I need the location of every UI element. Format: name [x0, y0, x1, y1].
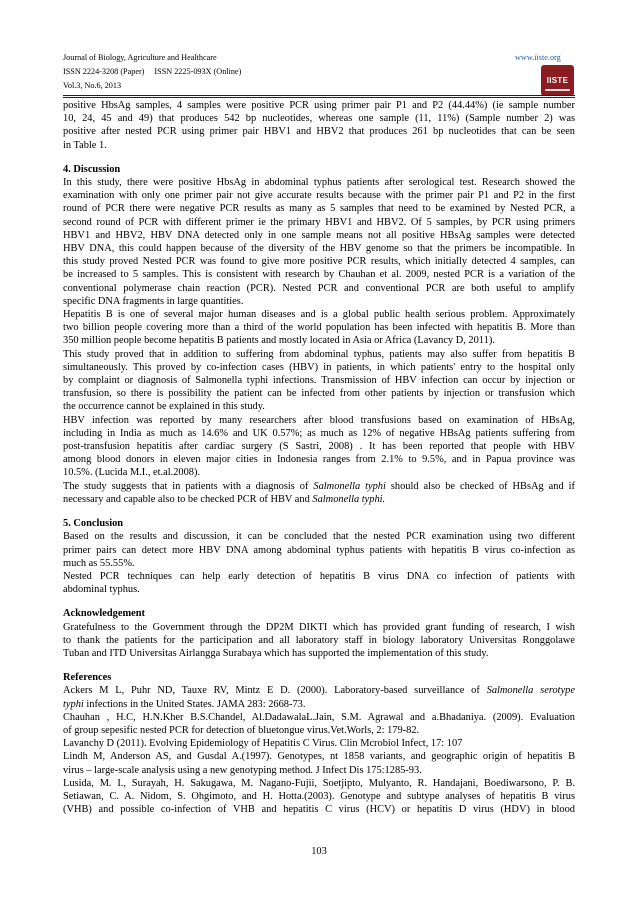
text-line [63, 684, 575, 697]
text-line [63, 427, 575, 440]
text-line [63, 374, 575, 387]
line-text: this study proved Nested PCR was found to give more positive PCR results, which initially detected 4 samples, can [63, 256, 575, 268]
section-heading: References [63, 672, 112, 684]
text-line [63, 112, 575, 125]
line-text: positive after nested PCR using primer pair HBV1 and HBV2 that produces 261 bp nucleotides that can be seen [63, 126, 575, 138]
line-text: (VHB) and possible co-infection of VHB and hepatitis C virus (HCV) or hepatitis D virus (HDV) in blood [63, 804, 575, 816]
section-heading: Acknowledgement [63, 608, 145, 620]
text-line [63, 255, 575, 268]
text-line [63, 99, 575, 112]
line-text: conventional polymerase chain reaction (PCR). Nested PCR and conventional PCR are both useful to amplify [63, 282, 575, 294]
text-line [63, 557, 575, 570]
line-text: Hepatitis B is one of several major human diseases and is a global public health serious problem. Approximately [63, 309, 575, 321]
issn-online: ISSN 2225-093X (Online) [154, 67, 242, 76]
header-divider [63, 95, 575, 98]
text-line [63, 440, 575, 453]
text-line [63, 724, 575, 737]
line-text: HBV1 and HBV2, HBV DNA detected only in one sample means not all positive HBsAg samples were detected [63, 229, 575, 241]
text-segment: The study suggests that in patients with a diagnosis of [63, 480, 314, 492]
page-number: 103 [311, 846, 327, 857]
text-line [63, 711, 575, 724]
text-line [63, 189, 575, 202]
italic-text: Salmonella typhi [313, 480, 386, 492]
text-line [63, 400, 575, 413]
text-line [63, 139, 575, 152]
issn-paper: ISSN 2224-3208 (Paper) [63, 67, 145, 76]
line-text [63, 685, 575, 696]
paragraph [63, 530, 575, 570]
line-text: Nested PCR techniques can help early detection of hepatitis B virus DNA co infection of patients with [63, 570, 575, 582]
section-continued-text [63, 99, 575, 152]
text-line [63, 737, 575, 750]
text-line [63, 698, 575, 711]
section-acknowledgement [63, 607, 575, 660]
paragraph [63, 99, 575, 152]
paragraph [63, 176, 575, 308]
reference-entry [63, 777, 575, 817]
line-text: the occurrence cannot be explained in this study. [63, 401, 265, 413]
text-line [63, 803, 575, 816]
text-segment: should also be checked of HBsAg and if [385, 480, 575, 492]
text-line [63, 777, 575, 790]
text-line [63, 125, 575, 138]
text-line [63, 480, 575, 493]
line-text: simultaneously. This proved by co-infection cases (HBV) in patients, in which patients' entry to the hospital only [63, 361, 575, 373]
section-conclusion [63, 517, 575, 596]
text-line [63, 176, 575, 189]
line-text: Chauhan , H.C, H.N.Kher B.S.Chandel, Al.DadawalaL.Jain, S.M. Agrawal and a.Bhadaniya. (2009). Evaluation [63, 711, 575, 723]
line-text: abdominal typhus. [63, 584, 140, 596]
line-text: HBV infection was reported by many researchers after blood transfusions based on examination of HBsAg, [63, 414, 575, 426]
text-line [63, 764, 575, 777]
line-text: in Table 1. [63, 139, 107, 151]
line-text: Gratefulness to the Government through the DP2M DIKTI which has provided grant funding of research, I wish [63, 621, 575, 633]
text-line [63, 216, 575, 229]
volume-info: Vol.3, No.6, 2013 [63, 81, 122, 90]
section-references [63, 671, 575, 816]
line-text: post-transfusion hepatitis after cardiac surgery (S Sastri, 2008) . It has been reported that people with HBV [63, 441, 575, 453]
logo-swoosh-icon [545, 89, 570, 91]
line-text: transfusion, so there is possibility the patient can be infected from other patients by injection or transfusion which [63, 388, 575, 400]
text-line [63, 242, 575, 255]
line-text: Lusida, M. I., Surayah, H. Sakugawa, M. Nagano-Fujii, Soetjipto, Mulyanto, R. Handajani, Boediwarsono, P. B. [63, 777, 575, 789]
text-line [63, 790, 575, 803]
running-header [63, 51, 241, 93]
text-line [63, 453, 575, 466]
line-text: second round of PCR with different primer ie the primary HBV1 and HBV2. Of 5 samples, by PCR using primers [63, 216, 575, 228]
text-line [63, 466, 575, 479]
line-text: of group sepesific nested PCR for detection of bluetongue virus.Vet.Worls, 2: 179-82. [63, 724, 420, 736]
line-text: Lavanchy D (2011). Evolving Epidemiology of Hepatitis C Virus. Clin Mcrobiol Infect, 17: 107 [63, 738, 463, 750]
reference-entry [63, 684, 575, 710]
reference-entry [63, 737, 575, 750]
line-text: among blood donors in eleven major cities in Indonesia ranges from 2.1% to 9.5%, and in Papua province was [63, 454, 575, 466]
text-line [63, 530, 575, 543]
body-text [63, 99, 575, 816]
line-text: In this study, there were positive HbsAg in abdominal typhus patients after serological test. Research showed the [63, 177, 575, 189]
text-line [63, 308, 575, 321]
paragraph [63, 308, 575, 348]
journal-title: Journal of Biology, Agriculture and Healthcare [63, 53, 217, 62]
line-text: virus – large-scale analysis using a new genotyping method. J Infect Dis 175:1285-93. [63, 764, 422, 776]
reference-entry [63, 711, 575, 737]
paragraph [63, 348, 575, 414]
line-text: 10, 24, 45 and 49) that produces 542 bp nucleotides, whereas one sample (11, 11%) (Sample number 2) was [63, 113, 575, 125]
text-line [63, 348, 575, 361]
text-line [63, 414, 575, 427]
text-line [63, 268, 575, 281]
paragraph [63, 621, 575, 661]
section-heading: 4. Discussion [63, 163, 121, 175]
text-line [63, 493, 575, 506]
paragraph [63, 414, 575, 480]
text-line [63, 634, 575, 647]
logo-text: IISTE [546, 76, 569, 85]
line-text: specific DNA fragments in large quantities. [63, 295, 244, 307]
line-text: Tuban and ITD Universitas Airlangga Surabaya which has supported the implementation of this study. [63, 647, 489, 659]
line-text: by complaint or diagnosis of Salmonella typhi infections. Transmission of HBV infection can occur by injection or [63, 375, 575, 387]
line-text: This study proved that in addition to suffering from abdominal typhus, patients may also suffer from hepatitis B [63, 348, 575, 360]
line-text: be increased to 5 samples. This is consistent with research by Chauhan et al. 2009, nested PCR is a variation of the [63, 269, 575, 281]
journal-logo [541, 65, 574, 96]
line-text: primer pairs can detect more HBV DNA among abdominal typhus patients with hepatitis B virus co-infection as [63, 544, 575, 556]
line-text: Setiawan, C. A. Nidom, S. Ohgimoto, and H. Hotta.(2003). Genotype and subtype analyses of hepatitis B virus [63, 790, 575, 802]
line-text: Based on the results and discussion, it can be concluded that the nested PCR examination using two different [63, 531, 575, 543]
issn-line [63, 65, 241, 79]
text-line [63, 621, 575, 634]
journal-url-link[interactable]: www.iiste.org [515, 53, 561, 62]
reference-entry [63, 750, 575, 776]
line-text: two billion people covering more than a third of the world population has been infected with hepatitis B. More than [63, 322, 575, 334]
line-text [63, 494, 385, 505]
text-line [63, 750, 575, 763]
line-text: HBV DNA, this could happen because of the diversity of the HBV genome so that the primers be incompatible. In [63, 243, 575, 255]
section-discussion [63, 163, 575, 506]
italic-text: Salmonella serotype [486, 685, 575, 697]
line-text: 350 million people become hepatitis B patients and mostly located in Asia or Africa (Lavancy D, 2011). [63, 335, 495, 347]
text-line [63, 387, 575, 400]
text-line [63, 229, 575, 242]
line-text [63, 699, 305, 710]
text-segment: Ackers M L, Puhr ND, Tauxe RV, Mintz E D. (2000). Laboratory-based surveillance of [63, 685, 487, 697]
line-text: round of PCR there were negative PCR results as many as 5 samples that need to be examined by Nested PCR, a [63, 203, 575, 215]
text-line [63, 544, 575, 557]
line-text: much as 55.55%. [63, 557, 135, 569]
text-line [63, 282, 575, 295]
text-segment: necessary and capable also to be checked PCR of HBV and [63, 493, 313, 505]
text-line [63, 570, 575, 583]
paragraph [63, 570, 575, 596]
line-text: positive HbsAg samples, 4 samples were positive PCR using primer pair P1 and P2 (44.44%) (ie sample number [63, 100, 575, 111]
line-text [63, 481, 575, 492]
line-text: 10.5%. (Lucida M.I., et.al.2008). [63, 467, 201, 479]
text-line [63, 361, 575, 374]
paragraph [63, 480, 575, 506]
text-line [63, 202, 575, 215]
text-line [63, 647, 575, 660]
italic-text: typhi [63, 698, 84, 710]
text-line [63, 295, 575, 308]
text-line [63, 334, 575, 347]
line-text: examination with only one primer pair not give accurate results because with the primer pair P1 and P2 in the first [63, 190, 575, 202]
line-text: to thank the patients for the participation and all laboratory staff in biology laboratory Universitas Ronggolawe [63, 634, 575, 646]
italic-text: Salmonella typhi. [312, 493, 386, 505]
text-line [63, 321, 575, 334]
text-segment: infections in the United States. JAMA 283: 2668-73. [83, 698, 306, 710]
line-text: Lindh M, Anderson AS, and Gusdal A.(1997). Genotypes, nt 1858 variants, and geographic origin of hepatitis B [63, 751, 575, 763]
text-line [63, 583, 575, 596]
section-heading: 5. Conclusion [63, 518, 124, 530]
line-text: including in India as much as 14.6% and UK 0.57%; as much as 12% of negative HBsAg patients suffering from [63, 427, 575, 439]
